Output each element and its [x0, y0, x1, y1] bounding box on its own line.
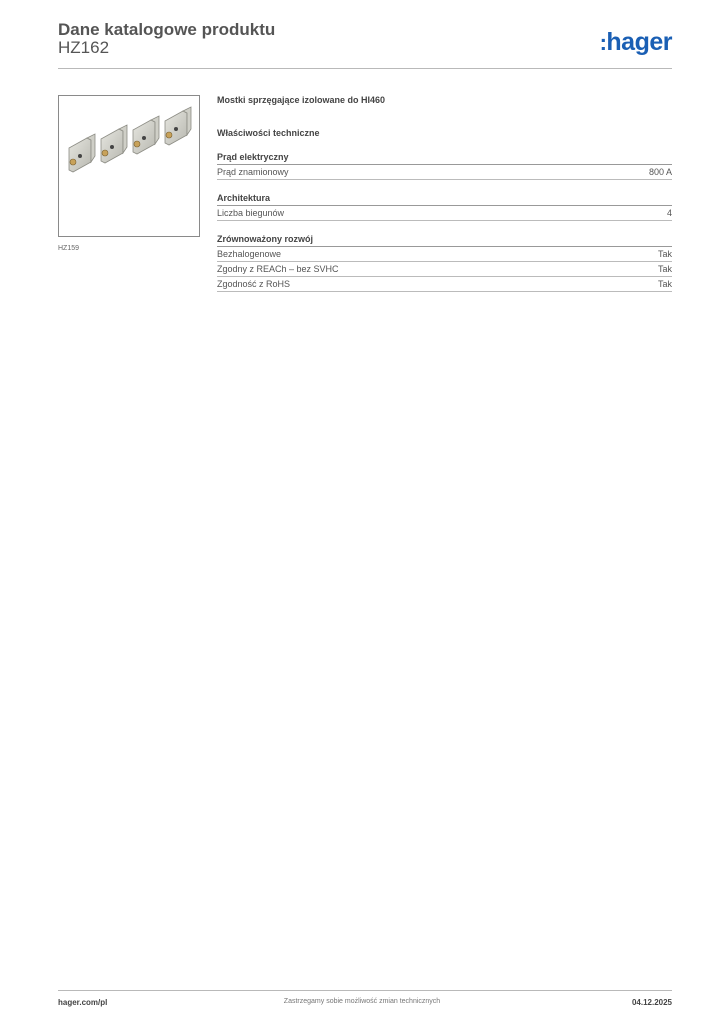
group-electric-current [217, 152, 672, 180]
spec-label: Zgodność z RoHS [217, 279, 291, 289]
spec-label: Prąd znamionowy [217, 167, 289, 177]
group-title: Zrównoważony rozwój [217, 234, 672, 247]
logo-dots-icon: : [599, 30, 607, 55]
logo-text: hager [606, 28, 672, 56]
footer-divider [58, 990, 672, 991]
spec-row [217, 165, 672, 180]
header-divider [58, 68, 672, 69]
spec-value: Tak [657, 249, 672, 259]
section-title: Właściwości techniczne [217, 128, 320, 138]
spec-row [217, 247, 672, 262]
busbar-bridges-icon [59, 96, 199, 236]
product-code: HZ162 [58, 38, 110, 57]
product-image [58, 95, 200, 237]
image-caption: HZ159 [58, 245, 80, 252]
spec-row [217, 277, 672, 292]
hager-logo[interactable] [600, 28, 672, 57]
group-title: Architektura [217, 193, 672, 206]
footer-date: 04.12.2025 [631, 998, 672, 1007]
group-title: Prąd elektryczny [217, 152, 672, 165]
spec-label: Liczba biegunów [217, 208, 285, 218]
spec-label: Bezhalogenowe [217, 249, 282, 259]
spec-row [217, 262, 672, 277]
spec-value: Tak [657, 279, 672, 289]
spec-value: 4 [666, 208, 672, 218]
group-architecture [217, 193, 672, 221]
footer-website-link[interactable]: hager.com/pl [58, 998, 108, 1007]
footer-notice: Zastrzegamy sobie możliwość zmian technicznych [283, 998, 441, 1005]
product-details [217, 95, 672, 305]
spec-value: Tak [657, 264, 672, 274]
page-title: Dane katalogowe produktu [58, 20, 276, 39]
spec-label: Zgodny z REACh – bez SVHC [217, 264, 339, 274]
group-sustainability [217, 234, 672, 292]
product-name: Mostki sprzęgające izolowane do HI460 [217, 95, 386, 105]
spec-value: 800 A [648, 167, 672, 177]
spec-row [217, 206, 672, 221]
